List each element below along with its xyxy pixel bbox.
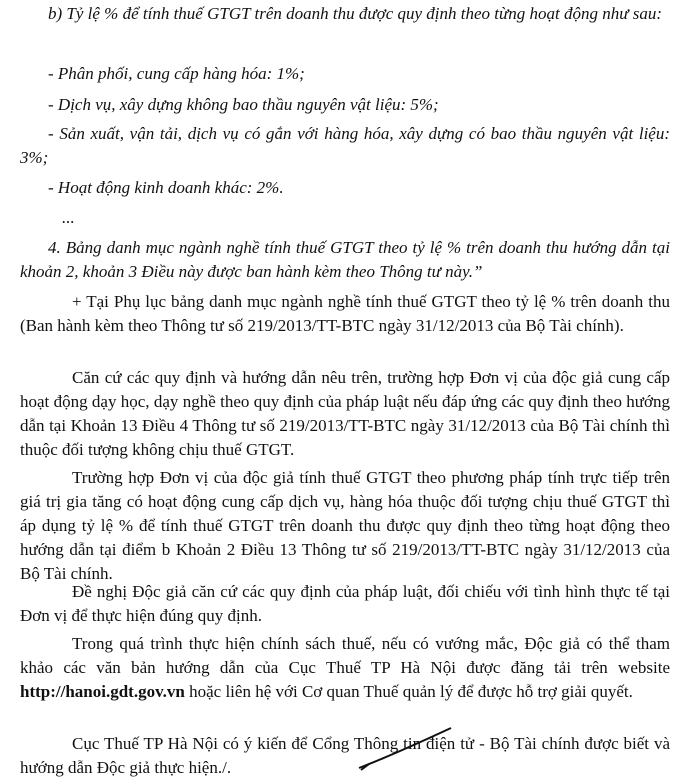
contact-text-before: Trong quá trình thực hiện chính sách thuế, nếu có vướng mắc, Độc giả có thể tham khảo các văn bản hướng dẫn của Cục Thuế TP Hà Nội được đăng tải trên website: [20, 634, 670, 677]
quote-item-4: - Hoạt động kinh doanh khác: 2%.: [48, 178, 284, 197]
contact-paragraph: [20, 632, 670, 704]
suggestion-paragraph: Đề nghị Độc giả căn cứ các quy định của pháp luật, đối chiếu với tình hình thực tế tại Đơn vị để thực hiện đúng quy định.: [20, 582, 670, 625]
contact-text-after: hoặc liên hệ với Cơ quan Thuế quản lý để được hỗ trợ giải quyết.: [184, 682, 633, 701]
basis-paragraph: Căn cứ các quy định và hướng dẫn nêu trên, trường hợp Đơn vị của độc giả cung cấp hoạt động dạy học, dạy nghề theo quy định của pháp luật nếu đáp ứng các quy định theo hướng dẫn tại Khoản 13 Điều 4 Thông tư số 219/2013/TT-BTC ngày 31/12/2013 của Bộ Tài chính thì thuộc đối tượng không chịu thuế GTGT.: [20, 368, 670, 459]
annex-paragraph: + Tại Phụ lục bảng danh mục ngành nghề tính thuế GTGT theo tỷ lệ % trên doanh thu (Ban hành kèm theo Thông tư số 219/2013/TT-BTC ngày 31/12/2013 của Bộ Tài chính).: [20, 292, 670, 335]
website-link[interactable]: http://hanoi.gdt.gov.vn: [20, 682, 185, 701]
quote-item-3: - Sản xuất, vận tải, dịch vụ có gắn với hàng hóa, xây dựng có bao thầu nguyên vật liệu: 3%;: [20, 124, 670, 167]
handwritten-stroke-mark: [355, 724, 455, 774]
closing-paragraph: Cục Thuế TP Hà Nội có ý kiến để Cổng Thông tin điện tử - Bộ Tài chính được biết và hướng dẫn Độc giả thực hiện./.: [20, 734, 670, 777]
direct-method-paragraph: Trường hợp Đơn vị của độc giả tính thuế GTGT theo phương pháp tính trực tiếp trên giá trị gia tăng có hoạt động cung cấp dịch vụ, hàng hóa thuộc đối tượng chịu thuế GTGT thì áp dụng tỷ lệ % để tính thuế GTGT trên doanh thu được quy định theo từng hoạt động theo hướng dẫn tại điểm b Khoản 2 Điều 13 Thông tư số 219/2013/TT-BTC ngày 31/12/2013 của Bộ Tài chính.: [20, 468, 670, 583]
quote-item-2: - Dịch vụ, xây dựng không bao thầu nguyên vật liệu: 5%;: [48, 95, 439, 114]
quote-b-intro: b) Tỷ lệ % để tính thuế GTGT trên doanh thu được quy định theo từng hoạt động như sau:: [48, 4, 663, 23]
quote-item-1: - Phân phối, cung cấp hàng hóa: 1%;: [48, 64, 305, 83]
quote-ellipsis: ...: [62, 208, 75, 227]
quote-point-4: 4. Bảng danh mục ngành nghề tính thuế GTGT theo tỷ lệ % trên doanh thu hướng dẫn tại khoản 2, khoản 3 Điều này được ban hành kèm theo Thông tư này.”: [20, 238, 670, 281]
